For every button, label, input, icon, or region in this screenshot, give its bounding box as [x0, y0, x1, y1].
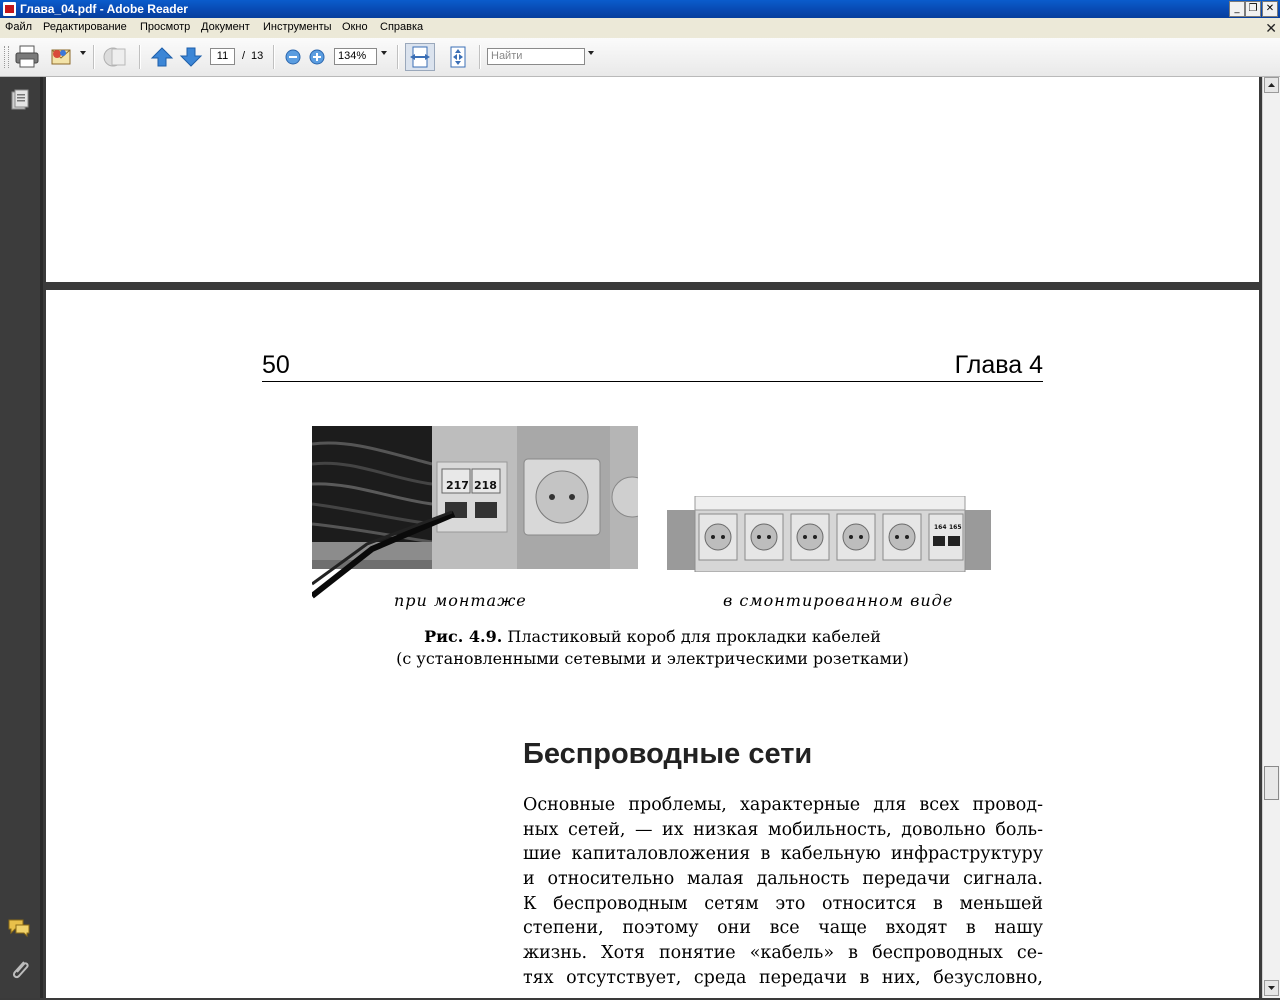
paragraph-line: жизнь. Хотя понятие «кабель» в беспроводных се-: [523, 943, 1043, 964]
paragraph-line: шие капиталовложения в кабельную инфраструктуру: [523, 844, 1043, 865]
vertical-scrollbar[interactable]: [1262, 77, 1280, 998]
fit-width-button[interactable]: [405, 43, 435, 71]
port-label-165: 165: [949, 524, 962, 531]
document-close-icon[interactable]: ✕: [1265, 20, 1277, 36]
figure-caption-text: Пластиковый короб для прокладки кабелей: [507, 627, 881, 646]
photo-mounted-view: [667, 496, 991, 572]
page-number-input[interactable]: 11: [210, 48, 235, 65]
menu-document[interactable]: Документ: [201, 21, 250, 33]
figure-caption-line-1: [262, 627, 1043, 646]
page-number: 50: [262, 351, 290, 379]
collaborate-icon[interactable]: [102, 44, 130, 70]
figure-label: Рис. 4.9.: [424, 627, 503, 646]
zoom-level-input[interactable]: 134%: [334, 48, 377, 65]
menu-view[interactable]: Просмотр: [140, 21, 191, 33]
chapter-title: Глава 4: [954, 351, 1043, 379]
section-heading: Беспроводные сети: [523, 738, 813, 770]
restore-button[interactable]: ❐: [1245, 1, 1261, 17]
fit-width-icon: [406, 44, 434, 70]
header-rule: [262, 381, 1043, 382]
fit-page-icon[interactable]: [444, 44, 472, 70]
scroll-down-button[interactable]: [1264, 980, 1279, 996]
paragraph-line: и относительно малая дальность передачи сигнала.: [523, 869, 1043, 890]
pdf-page-current: [46, 290, 1259, 998]
email-dropdown-arrow[interactable]: [80, 51, 86, 55]
scroll-up-button[interactable]: [1264, 77, 1279, 93]
caption-during-installation: при монтаже: [394, 591, 527, 610]
previous-page-icon[interactable]: [150, 44, 174, 70]
close-button[interactable]: ✕: [1262, 1, 1278, 17]
search-input[interactable]: Найти: [487, 48, 585, 65]
paragraph-line: К беспроводным сетям это относится в меньшей: [523, 893, 1043, 914]
adobe-reader-icon: [3, 2, 16, 16]
navigation-panel: [0, 77, 43, 998]
photo-during-installation: [312, 424, 638, 602]
page-total: 13: [251, 50, 264, 62]
minimize-button[interactable]: _: [1229, 1, 1245, 17]
paragraph-line: тях отсутствует, среда передачи в них, безусловно,: [523, 967, 1043, 988]
port-label-217: 217: [446, 479, 469, 492]
menu-tools[interactable]: Инструменты: [263, 21, 332, 33]
arrow-down-icon: [1265, 981, 1278, 995]
paragraph-line: Основные проблемы, характерные для всех провод-: [523, 795, 1043, 815]
scroll-thumb[interactable]: [1264, 766, 1279, 800]
title-bar: [0, 0, 1280, 18]
port-label-164: 164: [934, 524, 947, 531]
print-icon[interactable]: [14, 44, 40, 70]
comments-panel-icon[interactable]: [7, 917, 31, 939]
document-viewport[interactable]: [43, 77, 1262, 998]
search-dropdown-arrow[interactable]: [588, 51, 594, 55]
paragraph-line: степени, поэтому они все чаще входят в нашу: [523, 918, 1043, 939]
caption-mounted-view: в смонтированном виде: [723, 591, 954, 610]
port-label-218: 218: [474, 479, 497, 492]
menu-bar: [0, 18, 1280, 38]
figure-caption-line-2: (с установленными сетевыми и электрическими розетками): [396, 649, 909, 668]
zoom-out-icon[interactable]: [283, 44, 303, 70]
menu-window[interactable]: Окно: [342, 21, 368, 33]
pages-panel-icon[interactable]: [8, 89, 30, 113]
menu-edit[interactable]: Редактирование: [43, 21, 127, 33]
zoom-dropdown-arrow[interactable]: [381, 51, 387, 55]
menu-file[interactable]: Файл: [5, 21, 33, 33]
email-attach-icon[interactable]: [49, 44, 79, 70]
arrow-up-icon: [1265, 78, 1278, 92]
attachments-paperclip-icon[interactable]: [9, 957, 31, 981]
toolbar-grip[interactable]: [4, 46, 9, 68]
next-page-icon[interactable]: [179, 44, 203, 70]
menu-help[interactable]: Справка: [380, 21, 424, 33]
window-title: Глава_04.pdf - Adobe Reader: [20, 2, 188, 16]
zoom-in-icon[interactable]: [307, 44, 327, 70]
paragraph-line: ных сетей, — их низкая мобильность, довольно боль-: [523, 819, 1043, 840]
page-separator: /: [242, 50, 246, 62]
pdf-page-previous: [46, 77, 1259, 282]
toolbar: [0, 38, 1280, 77]
body-paragraph: [523, 793, 1043, 991]
